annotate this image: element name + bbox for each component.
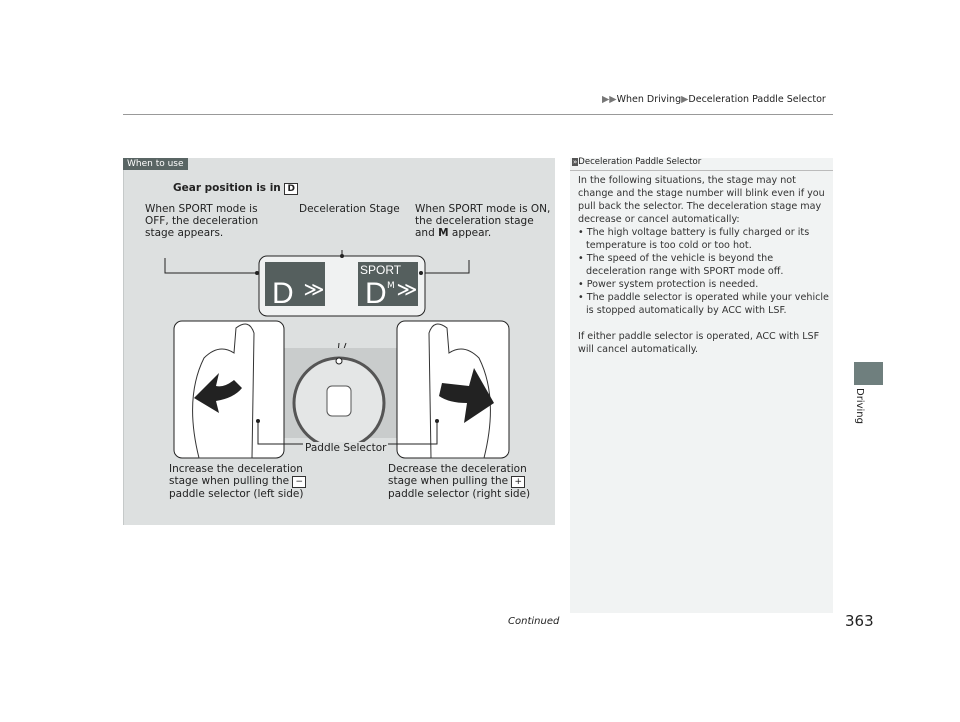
m-indicator: M bbox=[438, 227, 449, 239]
decrease-label bbox=[388, 463, 538, 500]
breadcrumb bbox=[602, 94, 826, 105]
paddle-selector-label: Paddle Selector bbox=[305, 442, 387, 454]
continued-label: Continued bbox=[508, 616, 560, 627]
increase-text: Increase the deceleration stage when pulling the bbox=[169, 463, 303, 487]
breadcrumb-arrow-icon: ▶▶ bbox=[602, 94, 617, 105]
page-number: 363 bbox=[845, 612, 874, 630]
list-item-text: The speed of the vehicle is beyond the deceleration range with SPORT mode off. bbox=[586, 253, 784, 277]
svg-text:SPORT: SPORT bbox=[360, 263, 402, 277]
svg-text:D: D bbox=[365, 277, 387, 310]
list-item-text: Power system protection is needed. bbox=[586, 279, 759, 290]
notes-divider bbox=[570, 170, 833, 171]
chevron-icon: ≫ bbox=[303, 277, 325, 301]
notes-intro: In the following situations, the stage may not change and the stage number will blink even if you pull back the selector. The deceleration stage may decrease or cancel automatically: bbox=[578, 175, 825, 225]
section-label: Driving bbox=[854, 388, 865, 424]
sport-on-text: When SPORT mode is ON, the deceleration stage and bbox=[415, 203, 551, 239]
deceleration-stage-label: Deceleration Stage bbox=[299, 203, 400, 215]
increase-text-end: paddle selector (left side) bbox=[169, 488, 304, 500]
plus-key: + bbox=[511, 476, 525, 488]
reference-icon: » bbox=[573, 158, 578, 166]
decrease-text: Decrease the deceleration stage when pulling the bbox=[388, 463, 527, 487]
list-item-text: The paddle selector is operated while your vehicle is stopped automatically by ACC with LSF. bbox=[586, 292, 829, 316]
list-item: • Power system protection is needed. bbox=[578, 279, 759, 290]
sport-on-label bbox=[415, 203, 555, 239]
section-tab[interactable] bbox=[854, 362, 883, 385]
list-item-text: The high voltage battery is fully charged or its temperature is too cold or too hot. bbox=[586, 227, 810, 251]
breadcrumb-item[interactable]: Deceleration Paddle Selector bbox=[688, 94, 826, 105]
list-item: • The paddle selector is operated while your vehicle is stopped automatically by ACC with LSF. bbox=[578, 292, 829, 316]
breadcrumb-arrow-icon: ▶ bbox=[681, 94, 689, 105]
svg-text:≫: ≫ bbox=[396, 277, 418, 301]
sport-on-text-end: appear. bbox=[448, 227, 492, 239]
notes-title-text: Deceleration Paddle Selector bbox=[578, 157, 702, 167]
decrease-text-end: paddle selector (right side) bbox=[388, 488, 531, 500]
header-divider bbox=[123, 114, 833, 115]
notes-outro: If either paddle selector is operated, ACC with LSF will cancel automatically. bbox=[578, 331, 820, 355]
sport-off-label: When SPORT mode is OFF, the deceleration stage appears. bbox=[145, 203, 259, 239]
list-item: • The high voltage battery is fully charged or its temperature is too cold or too hot. bbox=[578, 227, 810, 251]
gear-key: D bbox=[284, 183, 297, 195]
increase-label bbox=[169, 463, 314, 500]
breadcrumb-item[interactable]: When Driving bbox=[616, 94, 682, 105]
gear-text: Gear position is in bbox=[173, 182, 281, 194]
gear-position-label bbox=[173, 182, 298, 195]
display-d: D bbox=[272, 277, 294, 310]
notes-body bbox=[578, 174, 830, 356]
minus-key: − bbox=[292, 476, 306, 488]
when-to-use-tag: When to use bbox=[123, 158, 188, 170]
notes-title bbox=[572, 157, 701, 167]
svg-text:M: M bbox=[387, 281, 395, 291]
notes-list bbox=[578, 226, 830, 317]
list-item: • The speed of the vehicle is beyond the deceleration range with SPORT mode off. bbox=[578, 253, 784, 277]
